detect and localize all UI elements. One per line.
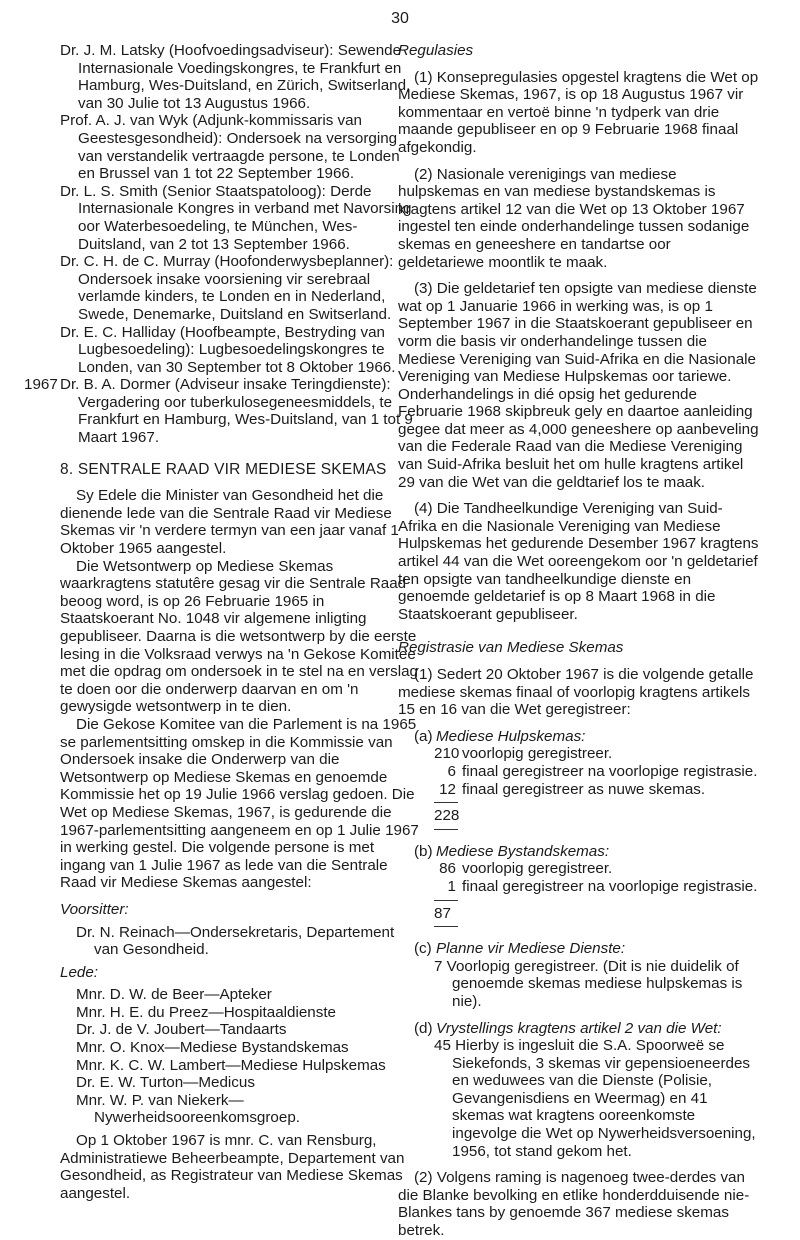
subsection-label: (d): [414, 1019, 433, 1037]
subsection-title: Mediese Hulpskemas:: [436, 727, 586, 745]
year-label: 1967: [24, 376, 58, 394]
travel-entry: Dr. C. H. de C. Murray (Hoofonderwysbeplanner): Ondersoek insake voorsiening vir serebraal verlamde kinders, te Londen en in Nederland, Swede, Denemarke, Duitsland en Switserland.: [60, 253, 394, 323]
count-row: [398, 763, 760, 781]
travel-entry: Prof. A. J. van Wyk (Adjunk-kommissaris van Geestesgesondheid): Ondersoek na versorging van verstandelik vertraagde persone, te Londen en Brussel van 1 tot 22 September 1966.: [60, 112, 400, 183]
member-item: Mnr. D. W. de Beer—Apteker: [76, 986, 272, 1004]
sum-rule: [434, 829, 458, 830]
subsection-a: [398, 728, 760, 746]
count-text: voorlopig geregistreer.: [462, 860, 613, 878]
page-number: 30: [391, 10, 409, 27]
sum-rule: [434, 802, 458, 803]
registrasie-heading: Registrasie van Mediese Skemas: [398, 639, 624, 657]
count-text: finaal geregistreer as nuwe skemas.: [462, 780, 706, 798]
chair-entry: Dr. N. Reinach—Ondersekretaris, Departement van Gesondheid.: [76, 923, 395, 959]
sum-rule: [434, 900, 458, 901]
member-item: Mnr. O. Knox—Mediese Bystandskemas: [76, 1039, 349, 1057]
paragraph: (3) Die geldetarief ten opsigte van mediese dienste wat op 1 Januarie 1966 in werking was, is op 1 September 1967 in die Staatskoerant gepubliseer en vorm die basis vir onderhandelinge tussen die Mediese Vereniging van Suid-Afrika en die Nasionale Vereniging van Mediese Hulpskemas oor tariewe. Onderhandelings in dié opsig het gedurende Februarie 1968 skipbreuk gely en daartoe aanleiding gegee dat meer as 4,000 geneeshere op aanbeveling van die Federale Raad van die Mediese Vereniging van Suid-Afrika besluit het om hulle kragtens artikel 29 van die Wet van die geldtarief los te maak.: [398, 280, 759, 491]
paragraph: Die Gekose Komitee van die Parlement is na 1965 se parlementsitting omskep in die Kommissie van Ondersoek insake die Onderwerp van die Wetsontwerp op Mediese Skemas en genoemde Kommissie het op 19 Julie 1966 verslag gedoen. Die Wet op Mediese Skemas, 1967, is gedurende die 1967-parlementsitting aangeneem en op 1 Julie 1967 in werking gestel. Die volgende persone is met ingang van 1 Julie 1967 as lede van die Sentrale Raad vir Mediese Skemas aangestel:: [60, 715, 419, 892]
closing-paragraph: (2) Volgens raming is nagenoeg twee-derdes van die Blanke bevolking en etlike honderdduisende nie-Blankes tans by genoemde 367 mediese skemas betrek.: [398, 1169, 750, 1240]
subsection-d: [398, 1020, 760, 1038]
subsection-b: [398, 843, 760, 861]
count-number: 86: [439, 860, 456, 878]
count-text: finaal geregistreer na voorlopige registrasie.: [462, 877, 758, 895]
section-heading: 8. SENTRALE RAAD VIR MEDIESE SKEMAS: [60, 460, 387, 478]
subsection-c: [398, 940, 760, 958]
count-row: [398, 878, 760, 896]
regulasies-heading: Regulasies: [398, 42, 474, 59]
paragraph: (4) Die Tandheelkundige Vereniging van Suid-Afrika en die Nasionale Vereniging van Mediese Hulpskemas het gedurende Desember 1967 kragtens artikel 44 van die Wet ooreengekom oor 'n geldetarief ten opsigte van tandheelkundige dienste en genoemde geldetarief is op 8 Maart 1968 in die Staatskoerant gepubliseer.: [398, 500, 759, 623]
member-item: Dr. E. W. Turton—Medicus: [76, 1074, 255, 1092]
subsection-label: (a): [414, 727, 433, 745]
year-entry-row: [24, 376, 420, 447]
subsection-title: Vrystellings kragtens artikel 2 van die Wet:: [436, 1019, 722, 1037]
count-row: [398, 781, 760, 799]
closing-paragraph: Op 1 Oktober 1967 is mnr. C. van Rensburg, Administratiewe Beheerbeampte, Departement van Gesondheid, as Registrateur van Mediese Skemas aangestel.: [60, 1132, 405, 1202]
count-number: 210: [434, 745, 460, 763]
travel-entry: Dr. E. C. Halliday (Hoofbeampte, Bestryding van Lugbesoedeling): Lugbesoedelingskongres te Londen, van 30 September tot 8 Oktober 1966.: [60, 323, 396, 376]
paragraph: (1) Sedert 20 Oktober 1967 is die volgende getalle mediese skemas finaal of voorlopig kragtens artikels 15 en 16 van die Wet geregistreer:: [398, 666, 754, 719]
count-row: [398, 860, 760, 878]
paragraph: Die Wetsontwerp op Mediese Skemas waarkragtens statutêre gesag vir die Sentrale Raad beoog word, is op 26 Februarie 1965 in Staatskoerant No. 1048 vir algemene inligting gepubliseer. Daarna is die wetsontwerp by die eerste lesing in die Volksraad verwys na 'n Gekose Komitee met die opdrag om ondersoek in te stel na en verslag te doen oor die onderwerp daarvan en om 'n gewysigde wetsontwerp in te dien.: [60, 557, 418, 716]
paragraph: Sy Edele die Minister van Gesondheid het die dienende lede van die Sentrale Raad vir Mediese Skemas vir 'n verdere termyn van een jaar vanaf 1 Oktober 1965 aangestel.: [60, 487, 399, 558]
sum-rule: [434, 926, 458, 927]
travel-entry: Dr. L. S. Smith (Senior Staatspatoloog): Derde Internasionale Kongres in verband met Navorsing oor Waterbesoedeling, te München, Wes-Duitsland, van 2 tot 13 September 1966.: [60, 182, 412, 253]
total: 87: [434, 904, 451, 922]
travel-entry: Dr. B. A. Dormer (Adviseur insake Teringdienste): Vergadering oor tuberkulosegeneesmiddels, te Frankfurt en Hamburg, Wes-Duitsland, van 1 tot 9 Maart 1967.: [60, 376, 413, 447]
subsection-text: 7 Voorlopig geregistreer. (Dit is nie duidelik of genoemde skemas mediese hulpskemas is nie).: [434, 957, 743, 1010]
subsection-text: 45 Hierby is ingesluit die S.A. Spoorweë se Siekefonds, 3 skemas vir gepensioeneerdes en weduwees van die Dienste (Polisie, Gevangenisdiens en Weermag) en 41 skemas wat kragtens ooreenkomste ingevolge die Wet op Nywerheidsversoening, 1956, tot stand gekom het.: [434, 1037, 756, 1160]
subsection-label: (b): [414, 842, 433, 860]
left-column: [24, 42, 420, 1202]
member-item: Mnr. W. P. van Niekerk—Nywerheidsooreenkomsgroep.: [76, 1091, 300, 1127]
count-number: 6: [447, 762, 456, 780]
member-item: Mnr. K. C. W. Lambert—Mediese Hulpskemas: [76, 1056, 386, 1074]
member-item: Dr. J. de V. Joubert—Tandaarts: [76, 1021, 287, 1039]
count-row: [398, 745, 760, 763]
total: 228: [434, 807, 460, 825]
count-number: 12: [439, 780, 456, 798]
count-text: finaal geregistreer na voorlopige registrasie.: [462, 762, 758, 780]
subsection-title: Mediese Bystandskemas:: [436, 842, 610, 860]
members-label: Lede:: [60, 963, 99, 981]
subsection-label: (c): [414, 940, 432, 958]
subsection-title: Planne vir Mediese Dienste:: [436, 940, 626, 958]
travel-entry: Dr. J. M. Latsky (Hoofvoedingsadviseur): Sewende Internasionale Voedingskongres, te Frankfurt en Hamburg, Wes-Duitsland, en Zürich, Switserland, van 30 Julie tot 13 Augustus 1966.: [60, 42, 411, 112]
paragraph: (2) Nasionale verenigings van mediese hulpskemas en van mediese bystandskemas is kragtens artikel 12 van die Wet op 13 Oktober 1967 ingestel ten einde onderhandelinge tussen sodanige skemas en geneeshere en tandartse oor geldetariewe moontlik te maak.: [398, 165, 750, 271]
right-column: [398, 42, 760, 1240]
chair-label: Voorsitter:: [60, 900, 129, 918]
member-item: Mnr. H. E. du Preez—Hospitaaldienste: [76, 1003, 336, 1021]
count-number: 1: [447, 877, 456, 895]
count-text: voorlopig geregistreer.: [462, 745, 613, 763]
paragraph: (1) Konsepregulasies opgestel kragtens die Wet op Mediese Skemas, 1967, is op 18 Augustus 1967 vir kommentaar en vertoë binne 'n tydperk van drie maande gepubliseer en op 9 Februarie 1968 finaal afgekondig.: [398, 68, 759, 156]
